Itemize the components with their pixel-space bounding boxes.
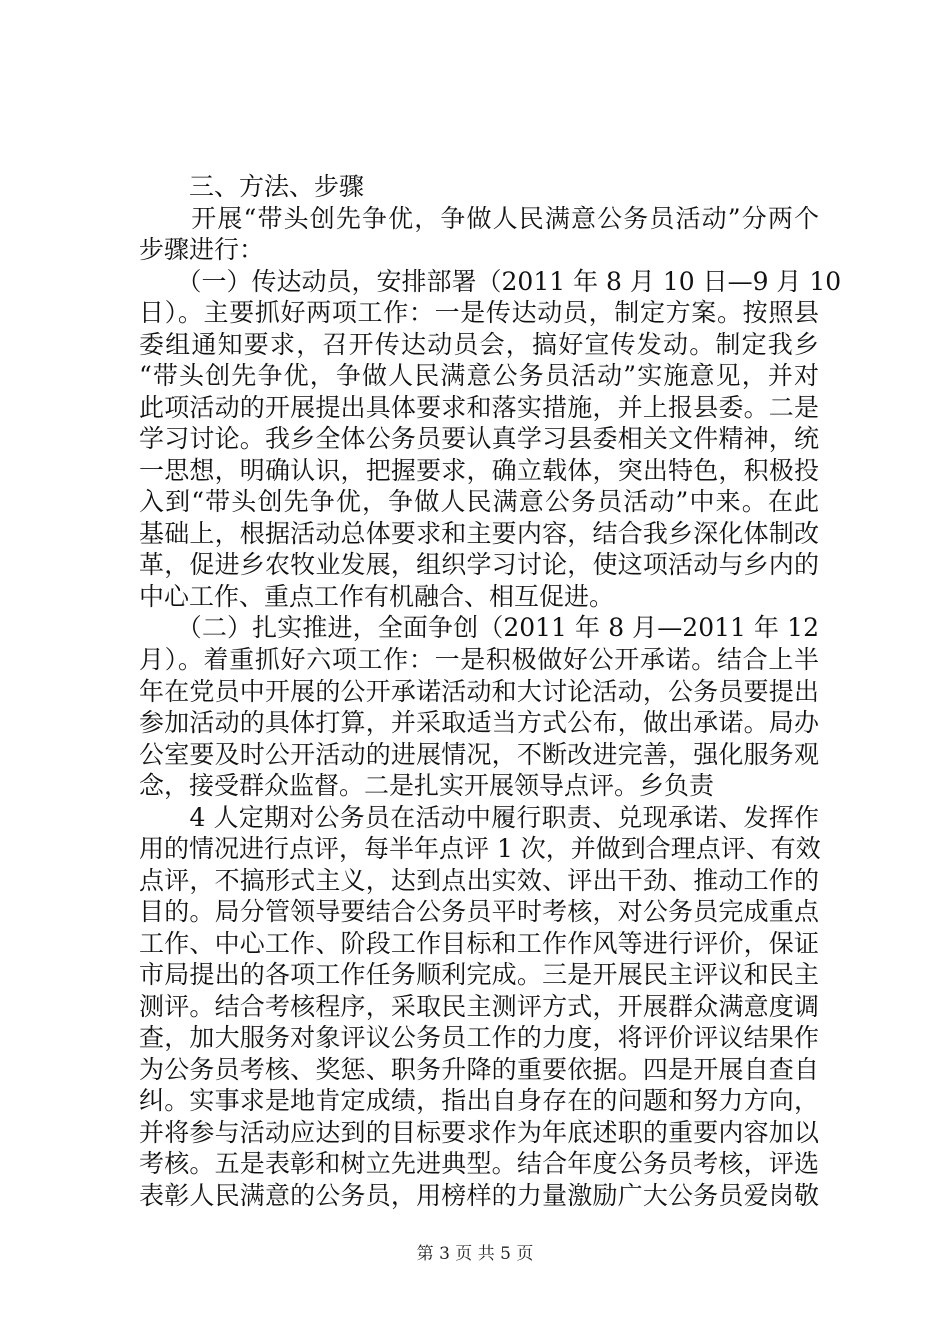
paragraph-line: 并将参与活动应达到的目标要求作为年底述职的重要内容加以 [139,1118,819,1147]
paragraph-line: 念，接受群众监督。二是扎实开展领导点评。乡负责 [139,771,715,800]
paragraph-line: 日）。主要抓好两项工作：一是传达动员，制定方案。按照县 [139,298,819,327]
section-heading: 三、方法、步骤 [139,172,365,201]
paragraph-line: 工作、中心工作、阶段工作目标和工作作风等进行评价，保证 [139,929,819,958]
paragraph-line: 4 人定期对公务员在活动中履行职责、兑现承诺、发挥作 [139,803,819,832]
paragraph-line: （二）扎实推进，全面争创（2011 年 8 月—2011 年 12 [139,613,819,642]
paragraph-line: 目的。局分管领导要结合公务员平时考核，对公务员完成重点 [139,897,819,926]
page-footer: 第 3 页 共 5 页 [416,1244,534,1264]
paragraph-line: 年在党员中开展的公开承诺活动和大讨论活动，公务员要提出 [139,677,819,706]
paragraph-line: 基础上，根据活动总体要求和主要内容，结合我乡深化体制改 [139,519,819,548]
paragraph-line: 表彰人民满意的公务员，用榜样的力量激励广大公务员爱岗敬 [139,1181,819,1210]
paragraph-line: 点评，不搞形式主义，达到点出实效、评出干劲、推动工作的 [139,866,819,895]
paragraph-line: 纠。实事求是地肯定成绩，指出自身存在的问题和努力方向， [139,1086,819,1115]
paragraph-line: 查，加大服务对象评议公务员工作的力度，将评价评议结果作 [139,1023,819,1052]
paragraph-line: 月）。着重抓好六项工作：一是积极做好公开承诺。结合上半 [139,645,819,674]
paragraph-line: 测评。结合考核程序，采取民主测评方式，开展群众满意度调 [139,992,819,1021]
paragraph-line: （一）传达动员，安排部署（2011 年 8 月 10 日—9 月 10 [139,267,842,296]
paragraph-line: 市局提出的各项工作任务顺利完成。三是开展民主评议和民主 [139,960,819,989]
paragraph-line: 革，促进乡农牧业发展，组织学习讨论，使这项活动与乡内的 [139,550,819,579]
paragraph-line: 参加活动的具体打算，并采取适当方式公布，做出承诺。局办 [139,708,819,737]
paragraph-line: 学习讨论。我乡全体公务员要认真学习县委相关文件精神，统 [139,424,819,453]
paragraph-line: 考核。五是表彰和树立先进典型。结合年度公务员考核，评选 [139,1149,819,1178]
paragraph-line: 入到“带头创先争优，争做人民满意公务员活动”中来。在此 [139,487,819,516]
paragraph-line: 中心工作、重点工作有机融合、相互促进。 [139,582,615,611]
paragraph-line: 用的情况进行点评，每半年点评 1 次，并做到合理点评、有效 [139,834,821,863]
paragraph-line: 为公务员考核、奖惩、职务升降的重要依据。四是开展自查自 [139,1055,819,1084]
paragraph-line: 一思想，明确认识，把握要求，确立载体，突出特色，积极投 [139,456,819,485]
paragraph-line: 委组通知要求，召开传达动员会，搞好宣传发动。制定我乡 [139,330,819,359]
paragraph-line: 公室要及时公开活动的进展情况，不断改进完善，强化服务观 [139,740,819,769]
paragraph-line: 此项活动的开展提出具体要求和落实措施，并上报县委。二是 [139,393,819,422]
paragraph-line: 开展“带头创先争优，争做人民满意公务员活动”分两个 [139,204,819,233]
paragraph-line: 步骤进行： [139,235,265,264]
paragraph-line: “带头创先争优，争做人民满意公务员活动”实施意见，并对 [139,361,819,390]
